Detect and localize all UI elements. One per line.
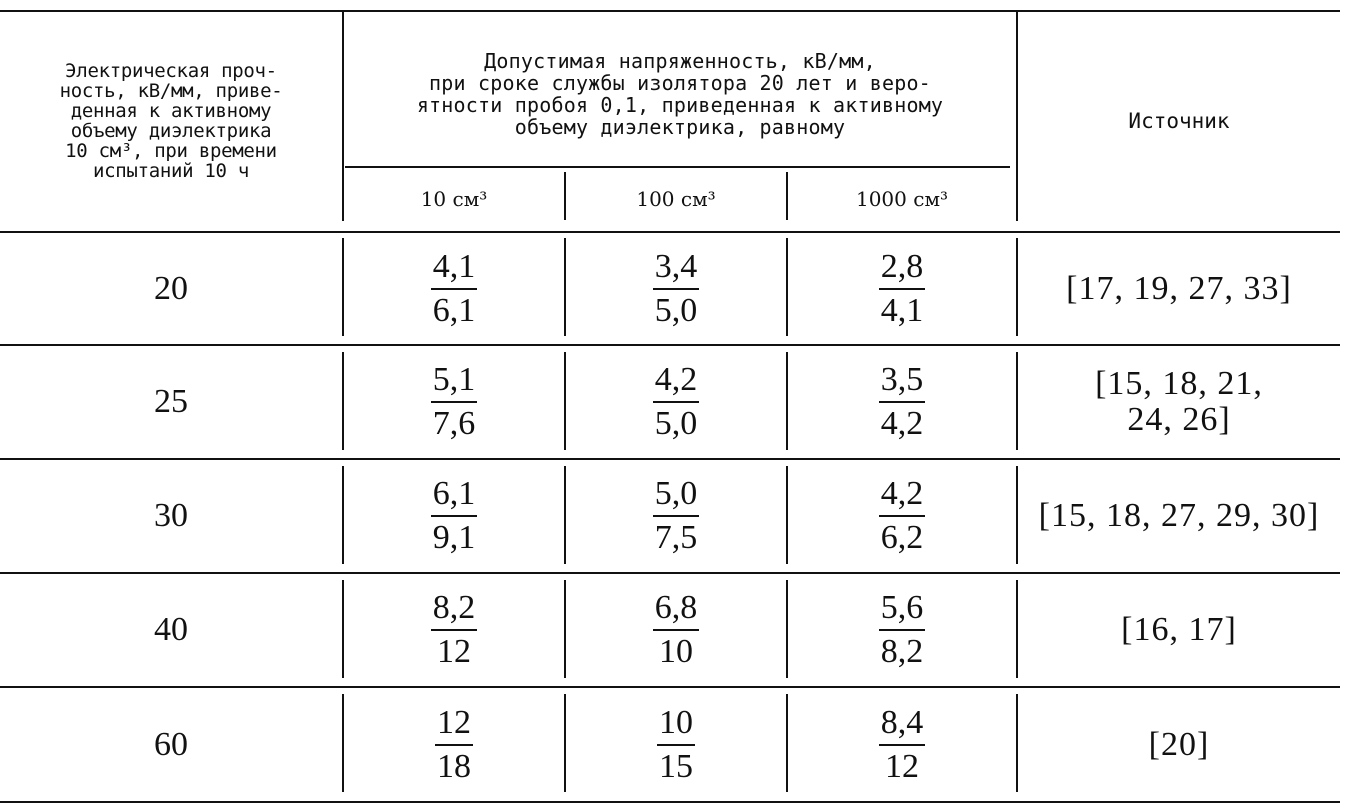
- strength-value: 25: [154, 383, 188, 420]
- fraction-numerator: 12: [435, 705, 473, 746]
- source-line: [15, 18, 27, 29, 30]: [1038, 497, 1320, 534]
- fraction-numerator: 5,6: [879, 590, 926, 631]
- fraction-denominator: 4,1: [880, 291, 924, 329]
- fraction-numerator: 2,8: [879, 249, 926, 290]
- value-10-cm3: [344, 460, 564, 572]
- header-strength-line: ность, кВ/мм, приве-: [59, 80, 283, 102]
- source-line: [15, 18, 21,: [1095, 365, 1263, 402]
- header-group-line: объему диэлектрика, равному: [514, 115, 846, 139]
- fraction-denominator: 12: [437, 633, 471, 670]
- source-reference: [1018, 233, 1340, 344]
- header-group-line: при сроке службы изолятора 20 лет и веро-: [429, 71, 931, 95]
- source-line: [17, 19, 27, 33]: [1066, 269, 1292, 307]
- header-group-line: ятности пробоя 0,1, приведенная к активному: [416, 93, 944, 117]
- header-source: Источник: [1128, 109, 1230, 133]
- header-strength-line: испытаний 10 ч: [93, 160, 249, 182]
- fraction-numerator: 6,8: [653, 590, 700, 631]
- fraction-denominator: 6,1: [432, 291, 476, 329]
- table-bottom-rule: [0, 801, 1340, 803]
- value-10-cm3: [344, 574, 564, 686]
- header-strength: [0, 16, 342, 226]
- header-10-cm3: 10 см³: [420, 187, 488, 211]
- fraction-numerator: 5,1: [431, 362, 478, 403]
- fraction-numerator: 3,4: [653, 249, 700, 290]
- fraction-numerator: 3,5: [879, 362, 926, 403]
- fraction-denominator: 15: [659, 747, 693, 785]
- fraction-denominator: 8,2: [880, 633, 924, 670]
- value-100-cm3: [566, 688, 786, 801]
- fraction-numerator: 4,1: [431, 249, 478, 290]
- fraction-numerator: 5,0: [653, 476, 700, 517]
- value-100-cm3: [566, 346, 786, 458]
- value-10-cm3: [344, 233, 564, 344]
- fraction-denominator: 5,0: [654, 405, 698, 442]
- value-10-cm3: [344, 346, 564, 458]
- fraction-numerator: 8,4: [879, 705, 926, 746]
- strength-value: 60: [154, 725, 188, 763]
- strength-value: 30: [154, 497, 188, 534]
- fraction-denominator: 18: [437, 747, 471, 785]
- source-reference: [1018, 688, 1340, 801]
- fraction-numerator: 4,2: [653, 362, 700, 403]
- fraction-denominator: 4,2: [880, 405, 924, 442]
- fraction-denominator: 10: [659, 633, 693, 670]
- value-1000-cm3: [788, 460, 1016, 572]
- source-reference: [1018, 346, 1340, 458]
- fraction-denominator: 12: [885, 747, 919, 785]
- source-reference: [1018, 460, 1340, 572]
- source-line: [16, 17]: [1121, 611, 1237, 648]
- source-reference: [1018, 574, 1340, 686]
- fraction-denominator: 9,1: [432, 519, 476, 556]
- value-1000-cm3: [788, 688, 1016, 801]
- fraction-denominator: 7,6: [432, 405, 476, 442]
- fraction-denominator: 5,0: [654, 291, 698, 329]
- value-10-cm3: [344, 688, 564, 801]
- table-top-rule: [0, 10, 1340, 12]
- value-1000-cm3: [788, 346, 1016, 458]
- header-strength-line: денная к активному: [70, 100, 272, 122]
- header-strength-line: объему диэлектрика: [70, 120, 272, 142]
- source-line: 24, 26]: [1127, 401, 1231, 438]
- value-1000-cm3: [788, 574, 1016, 686]
- header-allowed-stress-group: [344, 30, 1016, 158]
- strength-value: 20: [154, 269, 188, 307]
- value-100-cm3: [566, 233, 786, 344]
- strength-value: 40: [154, 611, 188, 648]
- header-group-rule: [345, 166, 1010, 168]
- fraction-numerator: 4,2: [879, 476, 926, 517]
- header-1000-cm3: 1000 см³: [855, 187, 949, 211]
- header-strength-line: Электрическая проч-: [65, 60, 277, 82]
- fraction-denominator: 6,2: [880, 519, 924, 556]
- header-100-cm3: 100 см³: [636, 187, 716, 211]
- value-100-cm3: [566, 460, 786, 572]
- fraction-numerator: 8,2: [431, 590, 478, 631]
- header-strength-line: 10 см³, при времени: [65, 140, 277, 162]
- value-100-cm3: [566, 574, 786, 686]
- source-line: [20]: [1148, 725, 1210, 763]
- fraction-numerator: 10: [657, 705, 695, 746]
- value-1000-cm3: [788, 233, 1016, 344]
- fraction-numerator: 6,1: [431, 476, 478, 517]
- fraction-denominator: 7,5: [654, 519, 698, 556]
- header-group-line: Допустимая напряженность, кВ/мм,: [484, 49, 876, 73]
